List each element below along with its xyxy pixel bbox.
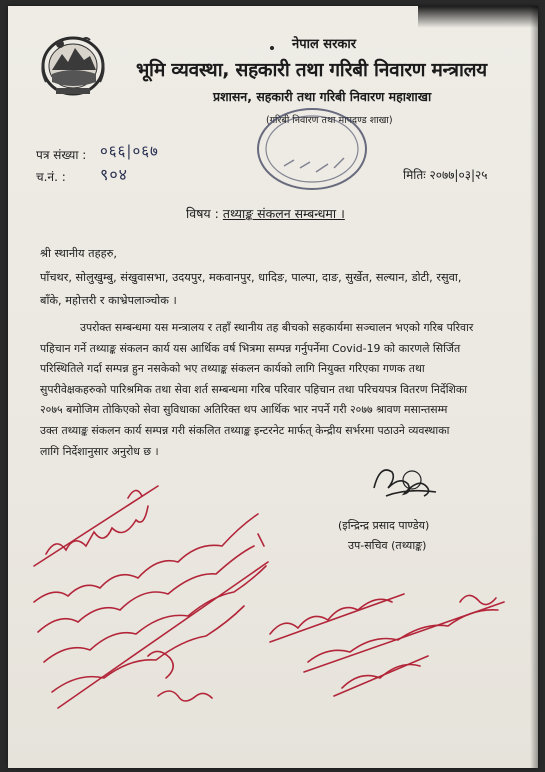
- right-handwritten-note: [270, 594, 504, 696]
- paragraph-line: पहिचान गर्ने तथ्याङ्क संकलन कार्य यस आर्थिक वर्ष भित्रमा सम्पन्न गर्नुपर्नेमा Covid-19 को कारणले सिर्जित: [40, 341, 461, 355]
- paragraph-line: परिस्थितिले गर्दा सम्पन्न हुन नसकेको भए तथ्याङ्क संकलन कार्यको लागि नियुक्त गरिएका गणक तथा: [40, 362, 425, 376]
- ministry-title: भूमि व्यवस्था, सहकारी तथा गरिबी निवारण मन्त्रालय: [136, 59, 487, 81]
- signatory-name: (इन्द्रिन्द्र प्रसाद पाण्डेय): [338, 519, 430, 532]
- paragraph-line: उक्त तथ्याङ्क संकलन कार्य सम्पन्न गरी संकलित तथ्याङ्क इन्टरनेट मार्फत् केन्द्रीय सर्भरमा पठाउने व्यवस्थाका: [40, 423, 450, 437]
- address-line-2: पाँचथर, सोलुखुम्बु, संखुवासभा, उदयपुर, मकवानपुर, धादिङ, पाल्पा, दाङ, सुर्खेत, सल्यान, डोटी, रसुवा,: [40, 271, 462, 284]
- government-title: नेपाल सरकार: [292, 37, 357, 52]
- section-title: (गरिबी निवारण तथा मापदण्ड शाखा): [266, 115, 393, 126]
- paragraph-line: सुपरीवेक्षकहरुको पारिश्रमिक तथा सेवा शर्त सम्बन्धमा गरिब परिवार पहिचान तथा परिचयपत्र वितरण निर्देशिका: [40, 382, 468, 396]
- handwritten-notes: [8, 6, 538, 768]
- address-line-3: बाँके, महोत्तरी र काभ्रेपलाञ्चोक ।: [40, 294, 177, 307]
- address-line-1: श्री स्थानीय तहहरु,: [40, 247, 117, 260]
- paragraph-line: २०७५ बमोजिम तोकिएको सेवा सुविधाका अतिरिक्त थप आर्थिक भार नपर्ने गरी २०७७ श्रावण मसान्तसम्म: [40, 403, 448, 417]
- letter-page: [8, 6, 538, 768]
- subject-label: विषय :: [186, 206, 219, 221]
- division-title: प्रशासन, सहकारी तथा गरिबी निवारण महाशाखा: [213, 89, 432, 104]
- dispatch-number-value: ९०४: [100, 165, 128, 184]
- left-handwritten-note: [34, 486, 268, 708]
- paragraph-line: उपरोक्त सम्बन्धमा यस मन्त्रालय र तहाँ स्थानीय तह बीचको सहकार्यमा सञ्चालन भएको गरिब परिवार: [80, 321, 474, 334]
- paragraph-line: लागि निर्देशानुसार अनुरोध छ ।: [40, 444, 159, 458]
- letter-date: मितिः २०७७|०३|२५: [403, 168, 488, 182]
- letter-number-value: ०६६|०६७: [100, 142, 159, 160]
- letter-number-label: पत्र संख्या :: [36, 148, 87, 162]
- dispatch-number-label: च.नं. :: [36, 170, 66, 184]
- subject-text: तथ्याङ्क संकलन सम्बन्धमा ।: [222, 206, 345, 221]
- signatory-title: उप-सचिव (तथ्याङ्क): [348, 539, 427, 552]
